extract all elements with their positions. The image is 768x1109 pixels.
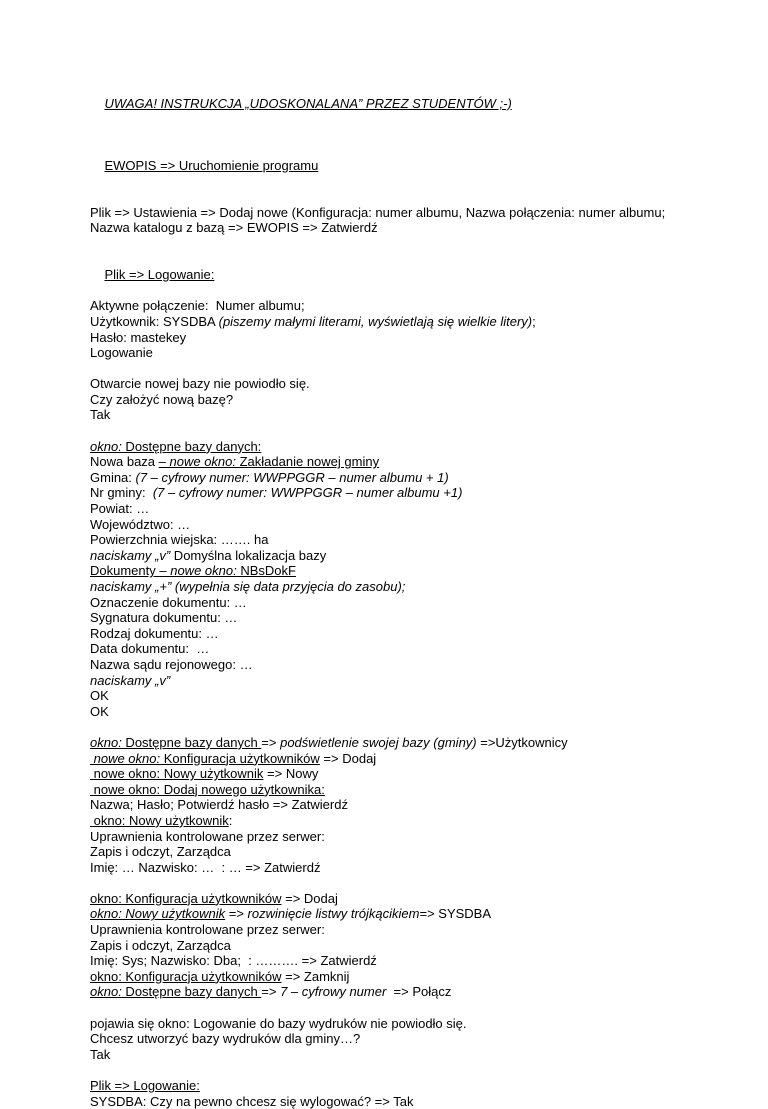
- users-line-4: nowe okno: Dodaj nowego użytkownika:: [90, 781, 325, 797]
- logout-header: Plik => Logowanie:: [90, 1078, 200, 1093]
- login-connection: Aktywne połączenie: Numer albumu;: [90, 298, 305, 314]
- users-line-3: nowe okno: Nowy użytkownik => Nowy: [90, 766, 319, 782]
- start-line: EWOPIS => Uruchomienie programu: [104, 157, 319, 173]
- newdb-line-1: Otwarcie nowej bazy nie powiodło się.: [90, 376, 310, 392]
- users-line-6: okno: Nowy użytkownik:: [90, 812, 233, 828]
- db-naciskamy-v: naciskamy „v” Domyślna lokalizacja bazy: [90, 547, 327, 563]
- db-sygnatura: Sygnatura dokumentu: …: [90, 610, 238, 626]
- users-line-7: Uprawnienia kontrolowane przez serwer:: [90, 828, 325, 844]
- db-oznaczenie: Oznaczenie dokumentu: …: [90, 594, 247, 610]
- db-sad: Nazwa sądu rejonowego: …: [90, 656, 253, 672]
- sysdba-line-7: okno: Dostępne bazy danych => 7 – cyfrowy numer => Połącz: [90, 984, 452, 1000]
- db-ok-1: OK: [90, 688, 109, 704]
- users-line-9: Imię: … Nazwisko: … : … => Zatwierdź: [90, 859, 321, 875]
- login-action: Logowanie: [90, 345, 153, 361]
- sysdba-line-3: Uprawnienia kontrolowane przez serwer:: [90, 922, 325, 938]
- sysdba-line-6: okno: Konfiguracja użytkowników => Zamknij: [90, 968, 350, 984]
- db-gmina: Gmina: (7 – cyfrowy numer: WWPPGGR – numer albumu + 1): [90, 469, 449, 485]
- users-line-5: Nazwa; Hasło; Potwierdź hasło => Zatwierdź: [90, 797, 348, 813]
- prints-line-2: Chcesz utworzyć bazy wydruków dla gminy…?: [90, 1031, 361, 1047]
- db-wojewodztwo: Województwo: …: [90, 516, 191, 532]
- settings-line-2: Nazwa katalogu z bazą => EWOPIS => Zatwierdź: [90, 220, 378, 236]
- db-data: Data dokumentu: …: [90, 641, 210, 657]
- sysdba-line-1: okno: Konfiguracja użytkowników => Dodaj: [90, 890, 338, 906]
- login-password: Hasło: mastekey: [90, 329, 187, 345]
- users-line-2: nowe okno: Konfiguracja użytkowników => Dodaj: [90, 750, 377, 766]
- sysdba-line-5: Imię: Sys; Nazwisko: Dba; : ………. => Zatwierdź: [90, 953, 377, 969]
- sysdba-line-4: Zapis i odczyt, Zarządca: [90, 937, 231, 953]
- newdb-line-2: Czy założyć nową bazę?: [90, 391, 234, 407]
- settings-line-1: Plik => Ustawienia => Dodaj nowe (Konfiguracja: numer albumu, Nazwa połączenia: numer albumu;: [90, 204, 666, 220]
- db-window-header: okno: Dostępne bazy danych:: [90, 438, 262, 454]
- title-text: UWAGA! INSTRUKCJA „UDOSKONALANA” PRZEZ STUDENTÓW ;-): [104, 95, 512, 111]
- document-title: [90, 80, 750, 127]
- document-page: [90, 80, 750, 1109]
- sysdba-line-2: okno: Nowy użytkownik => rozwinięcie listwy trójkącikiem=> SYSDBA: [90, 906, 492, 922]
- login-header: Plik => Logowanie:: [104, 267, 215, 283]
- db-naciskamy-plus: naciskamy „+” (wypełnia się data przyjęcia do zasobu);: [90, 579, 406, 594]
- db-nr-gminy: Nr gminy: (7 – cyfrowy numer: WWPPGGR – numer albumu +1): [90, 485, 463, 501]
- db-ok-2: OK: [90, 703, 109, 719]
- db-dokumenty: Dokumenty – nowe okno: NBsDokF: [90, 563, 296, 579]
- db-naciskamy-v-2: naciskamy „v”: [90, 672, 171, 688]
- newdb-line-3: Tak: [90, 407, 111, 423]
- users-line-1: okno: Dostępne bazy danych => podświetlenie swojej bazy (gminy) =>Użytkownicy: [90, 734, 568, 750]
- db-rodzaj: Rodzaj dokumentu: …: [90, 625, 219, 641]
- users-line-8: Zapis i odczyt, Zarządca: [90, 844, 231, 860]
- prints-line-1: pojawia się okno: Logowanie do bazy wydruków nie powiodło się.: [90, 1015, 467, 1031]
- db-new-base: Nowa baza – nowe okno: Zakładanie nowej gminy: [90, 454, 380, 470]
- login-user: Użytkownik: SYSDBA (piszemy małymi literami, wyświetlają się wielkie litery);: [90, 313, 536, 329]
- prints-line-3: Tak: [90, 1046, 111, 1062]
- db-powierzchnia: Powierzchnia wiejska: ……. ha: [90, 532, 269, 548]
- db-powiat: Powiat: …: [90, 501, 150, 517]
- logout-line-1: SYSDBA: Czy na pewno chcesz się wylogować? => Tak: [90, 1093, 414, 1109]
